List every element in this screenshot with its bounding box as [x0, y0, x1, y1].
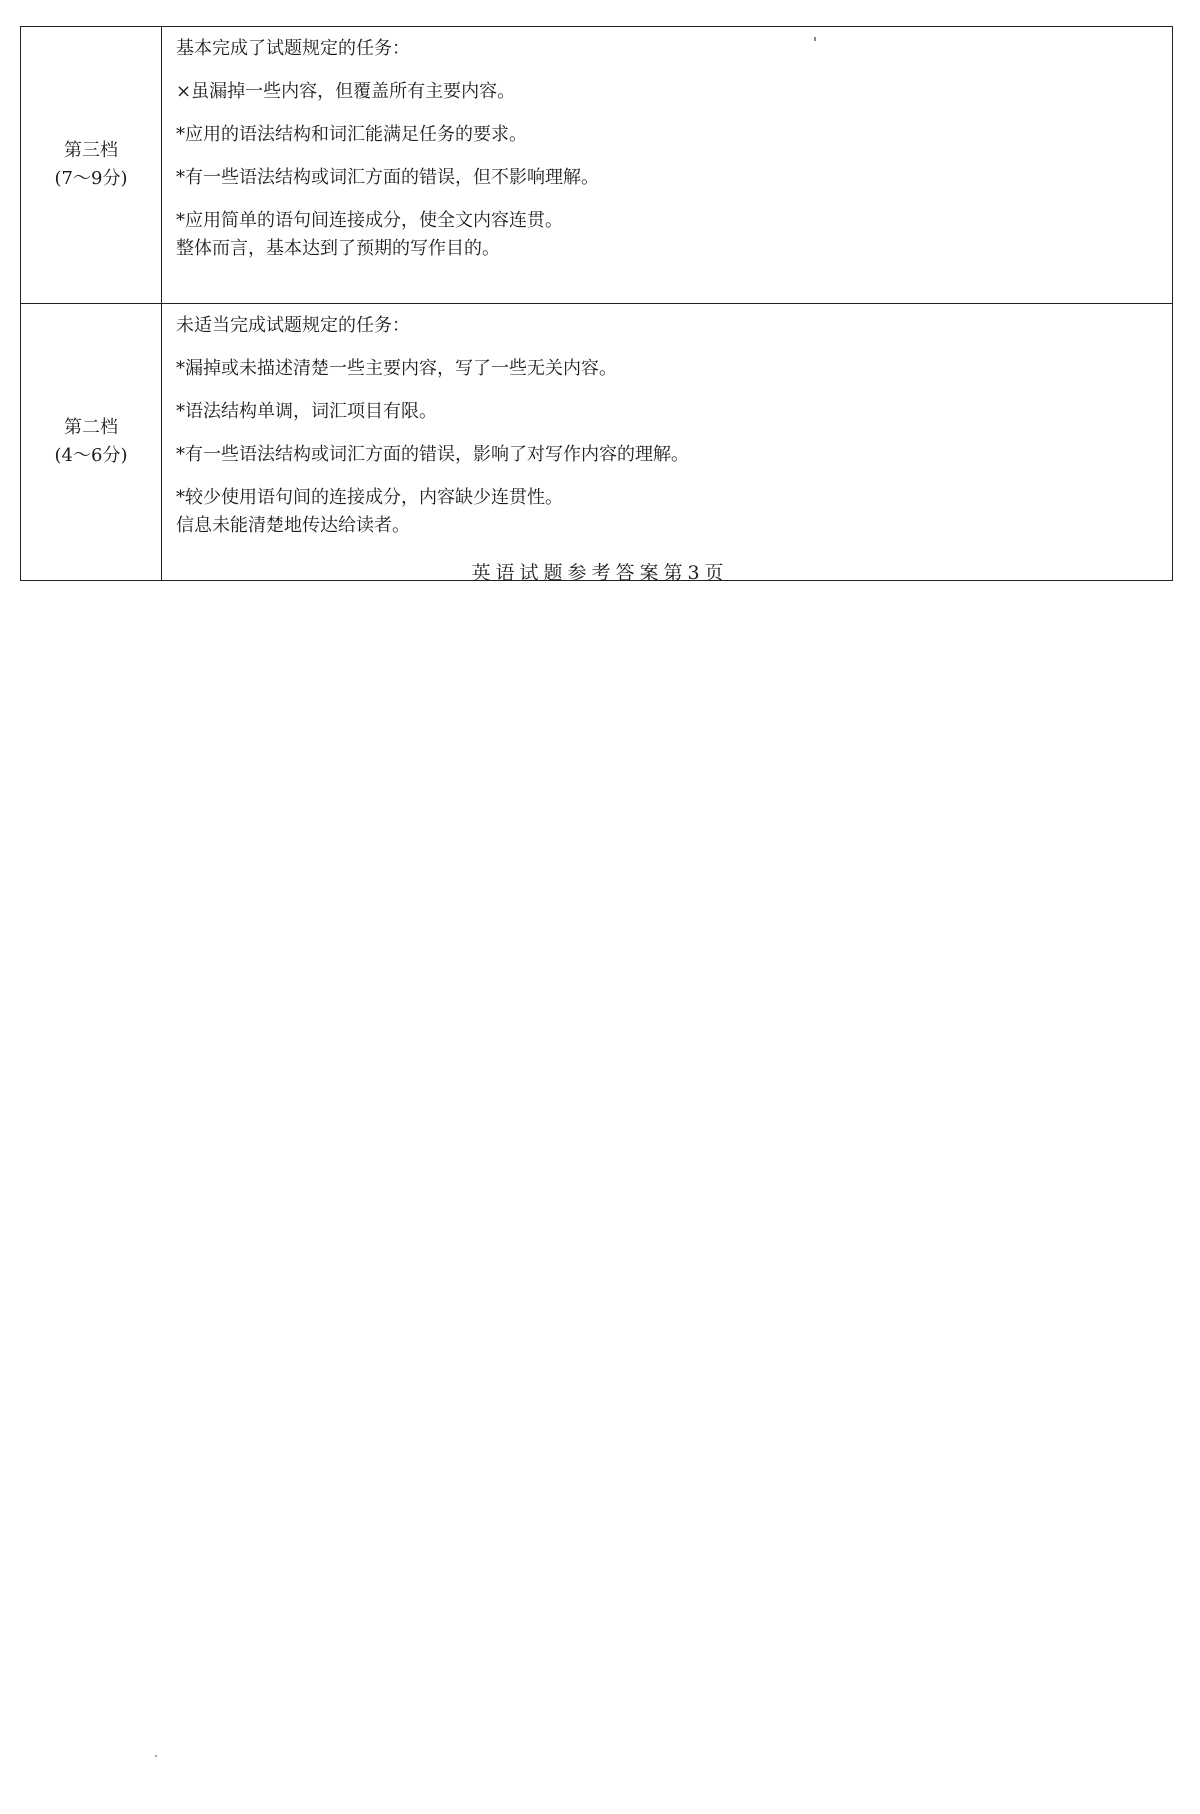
table-row: [21, 304, 1173, 581]
criteria-line: 信息未能清楚地传达给读者。: [176, 515, 410, 536]
criteria-line: 未适当完成试题规定的任务：: [176, 315, 410, 336]
page-footer: 英语试题参考答案第3页: [471, 562, 729, 584]
criteria-line: ×虽漏掉一些内容，但覆盖所有主要内容。: [176, 81, 516, 102]
criteria-line: *漏掉或未描述清楚一些主要内容，写了一些无关内容。: [176, 358, 617, 379]
level-cell: [21, 304, 162, 581]
scoring-rubric-table: [20, 26, 1173, 581]
level-score: (7～9分): [54, 168, 128, 189]
level-cell: [21, 27, 162, 304]
scan-speck: [155, 1755, 157, 1757]
level-name: 第三档: [64, 140, 118, 161]
level-name: 第二档: [64, 417, 118, 438]
criteria-line: *有一些语法结构或词汇方面的错误，但不影响理解。: [176, 167, 599, 188]
table-row: [21, 27, 1173, 304]
criteria-line: *有一些语法结构或词汇方面的错误，影响了对写作内容的理解。: [176, 444, 689, 465]
criteria-line: *应用的语法结构和词汇能满足任务的要求。: [176, 124, 527, 145]
criteria-cell: [162, 27, 1173, 304]
criteria-line: 基本完成了试题规定的任务：: [176, 38, 410, 59]
criteria-line: 整体而言，基本达到了预期的写作目的。: [176, 238, 500, 259]
criteria-cell: [162, 304, 1173, 581]
criteria-line: *语法结构单调，词汇项目有限。: [176, 401, 437, 422]
criteria-line: *应用简单的语句间连接成分，使全文内容连贯。: [176, 210, 563, 231]
level-score: (4～6分): [54, 445, 128, 466]
criteria-line: *较少使用语句间的连接成分，内容缺少连贯性。: [176, 487, 563, 508]
